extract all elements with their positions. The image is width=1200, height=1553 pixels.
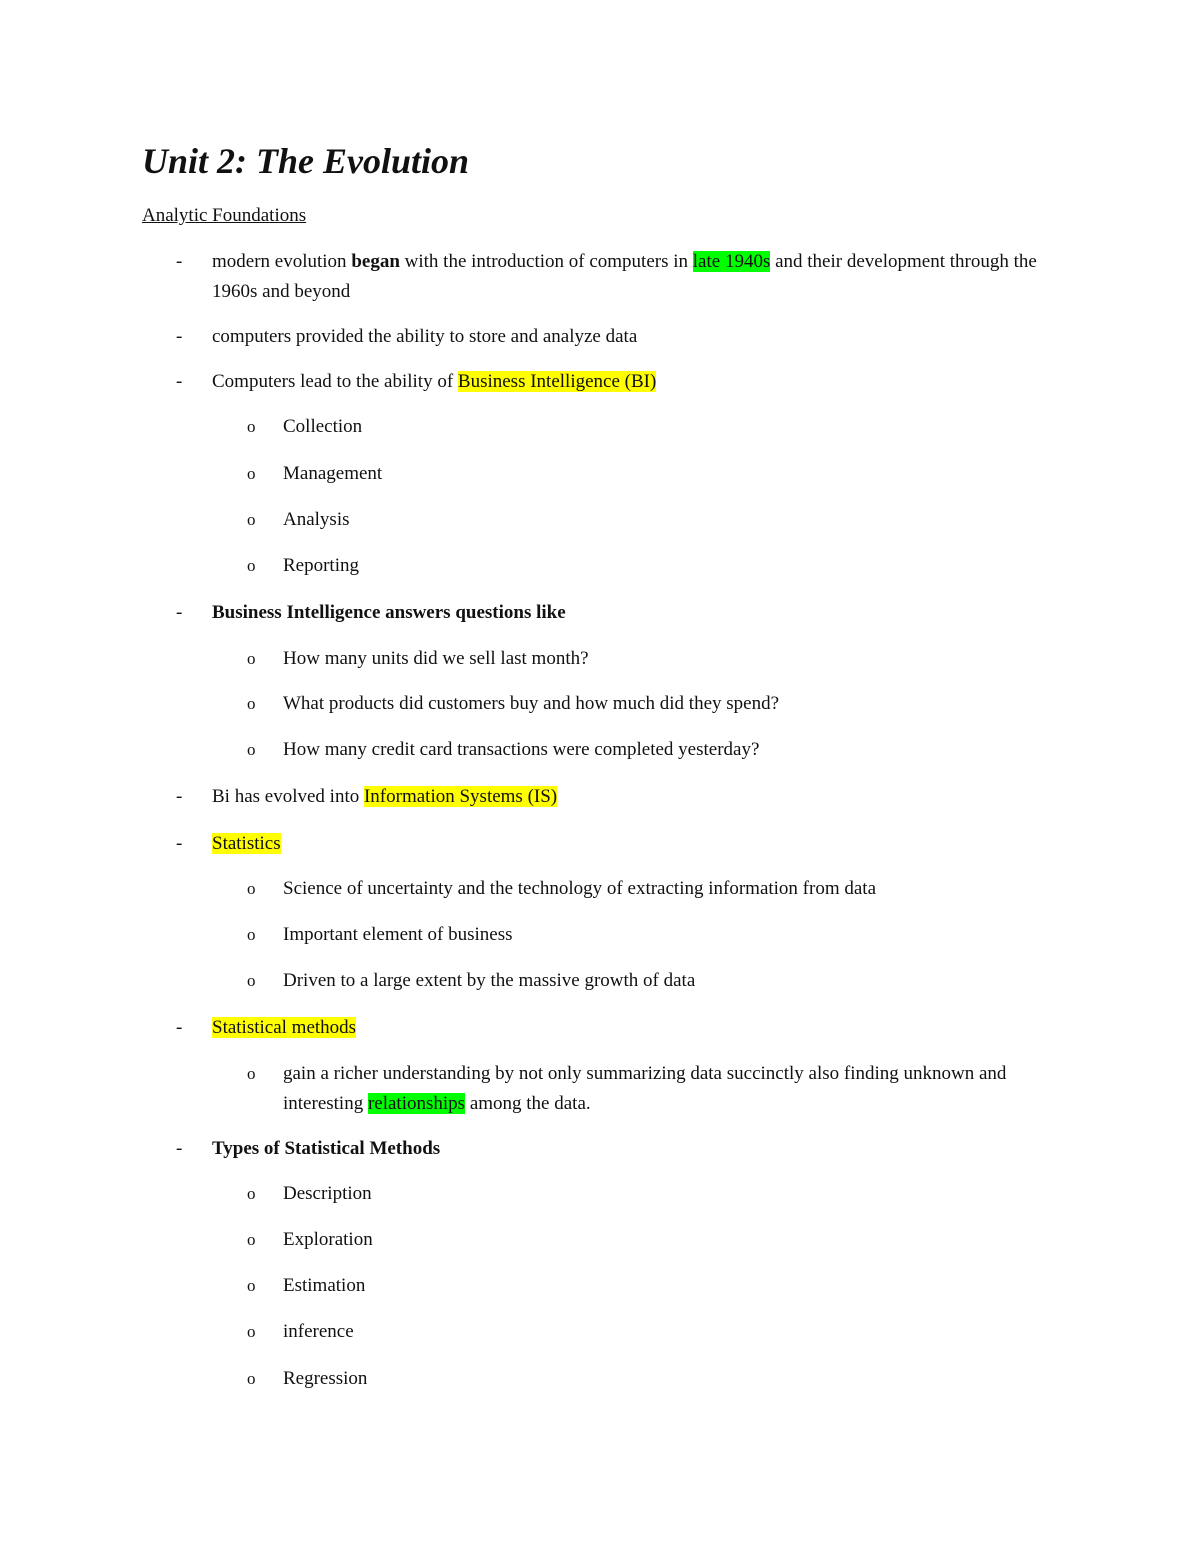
sub-list-item: o gain a richer understanding by not only summarizing data succinctly also finding unknown and interesting relationships among the data. xyxy=(247,1059,1007,1119)
sub-list-item: o Important element of business xyxy=(247,920,1077,950)
circle-bullet: o xyxy=(247,1064,256,1083)
circle-bullet: o xyxy=(247,1322,256,1341)
list-item xyxy=(176,1134,1076,1164)
circle-bullet: o xyxy=(247,925,256,944)
list-item xyxy=(176,367,1076,397)
list-item xyxy=(176,247,1076,307)
list-item xyxy=(176,1013,1076,1043)
sub-list-item: o How many credit card transactions were completed yesterday? xyxy=(247,735,1077,765)
sub-list-item: o Description xyxy=(247,1179,1077,1209)
green-highlight: relationships xyxy=(367,1093,466,1114)
dash-bullet: - xyxy=(176,326,183,347)
list-item xyxy=(176,322,1076,352)
circle-bullet: o xyxy=(247,510,256,529)
circle-bullet: o xyxy=(247,556,256,575)
dash-bullet: - xyxy=(176,1017,183,1038)
sub-list-item: o Science of uncertainty and the technology of extracting information from data xyxy=(247,874,1077,904)
circle-bullet: o xyxy=(247,694,256,713)
sub-list-item: o Estimation xyxy=(247,1271,1077,1301)
sub-list-item: o Analysis xyxy=(247,505,1077,535)
list-item-text: Bi has evolved into Information Systems (IS) xyxy=(212,786,558,807)
dash-bullet: - xyxy=(176,786,183,807)
section-heading: Analytic Foundations xyxy=(142,205,307,226)
green-highlight: late 1940s xyxy=(692,251,771,272)
list-item xyxy=(176,829,1076,859)
circle-bullet: o xyxy=(247,1276,256,1295)
sub-list-item: o Driven to a large extent by the massive growth of data xyxy=(247,966,1077,996)
sub-list-item: o What products did customers buy and how much did they spend? xyxy=(247,689,1077,719)
sub-list-item: o Reporting xyxy=(247,551,1077,581)
sub-list-item: o How many units did we sell last month? xyxy=(247,644,1077,674)
list-item xyxy=(176,782,1076,812)
circle-bullet: o xyxy=(247,1184,256,1203)
circle-bullet: o xyxy=(247,1230,256,1249)
circle-bullet: o xyxy=(247,464,256,483)
dash-bullet: - xyxy=(176,833,183,854)
circle-bullet: o xyxy=(247,417,256,436)
dash-bullet: - xyxy=(176,251,183,272)
dash-bullet: - xyxy=(176,371,183,392)
circle-bullet: o xyxy=(247,1369,256,1388)
list-item-text: Computers lead to the ability of Business Intelligence (BI) xyxy=(212,371,657,392)
circle-bullet: o xyxy=(247,740,256,759)
yellow-highlight: Business Intelligence (BI) xyxy=(457,371,657,392)
yellow-highlight: Information Systems (IS) xyxy=(363,786,558,807)
circle-bullet: o xyxy=(247,879,256,898)
page-title: Unit 2: The Evolution xyxy=(142,141,470,181)
list-item-text: Types of Statistical Methods xyxy=(212,1138,441,1159)
list-item-text xyxy=(212,1013,1076,1043)
list-item xyxy=(176,598,1076,628)
yellow-highlight: Statistical methods xyxy=(212,1017,357,1038)
circle-bullet: o xyxy=(247,971,256,990)
list-item-text xyxy=(212,829,1076,859)
list-item-text: computers provided the ability to store and analyze data xyxy=(212,326,638,347)
circle-bullet: o xyxy=(247,649,256,668)
sub-list-item: o Exploration xyxy=(247,1225,1077,1255)
sub-list-item: o inference xyxy=(247,1317,1077,1347)
sub-list-item: o Management xyxy=(247,459,1077,489)
sub-list-item: o Regression xyxy=(247,1364,1077,1394)
dash-bullet: - xyxy=(176,1138,183,1159)
sub-list-item: o Collection xyxy=(247,412,1077,442)
list-item-text: Business Intelligence answers questions like xyxy=(212,602,566,623)
dash-bullet: - xyxy=(176,602,183,623)
yellow-highlight: Statistics xyxy=(212,833,281,854)
list-item-text: modern evolution began with the introduction of computers in late 1940s and their development through the 1960s and beyond xyxy=(212,251,1037,302)
